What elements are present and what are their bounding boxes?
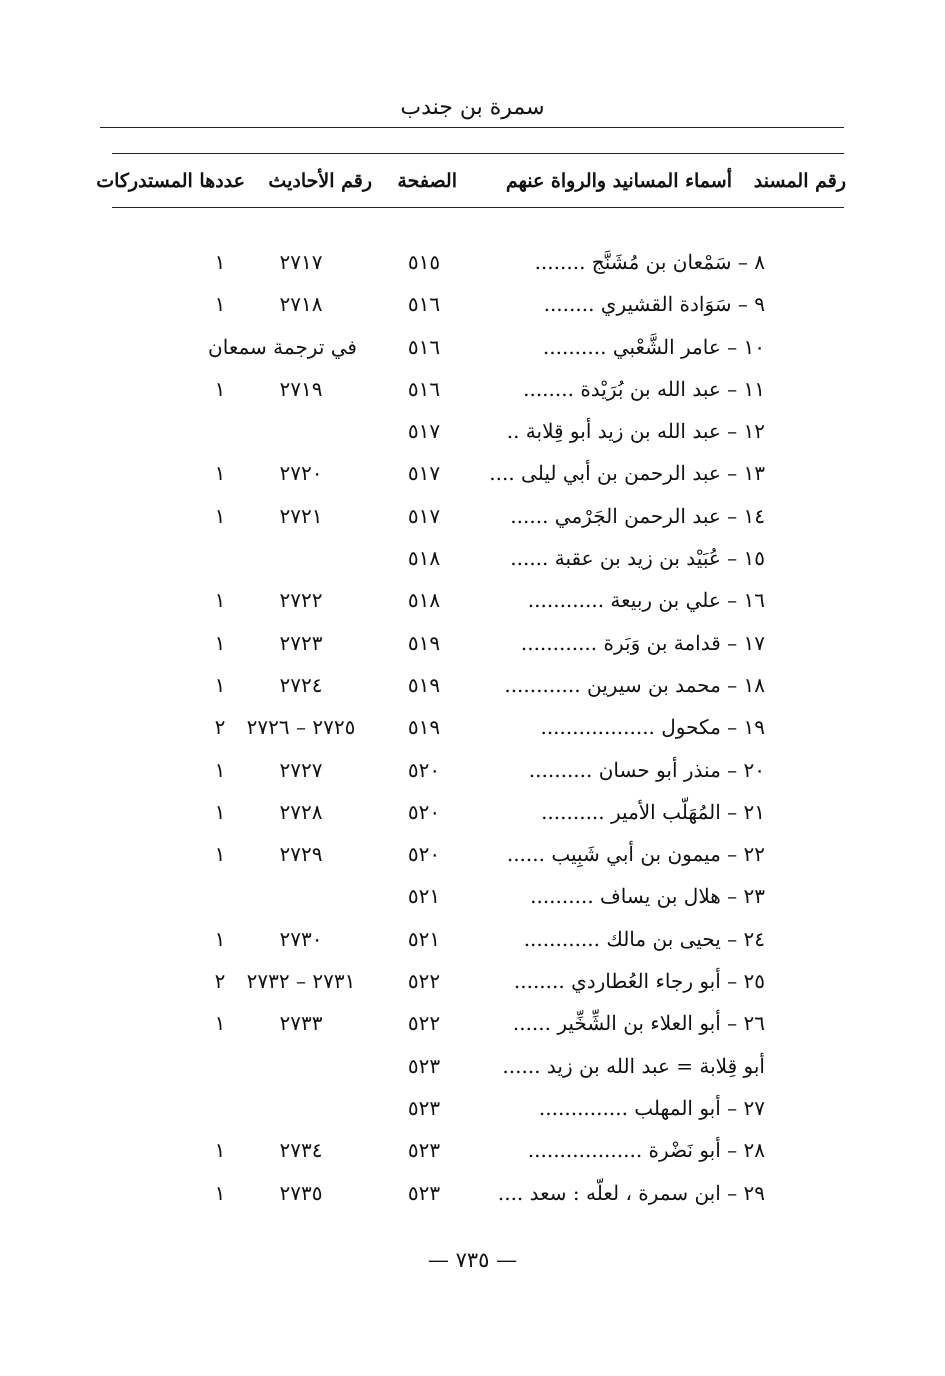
header-names: أسماء المسانيد والرواة عنهم <box>505 170 732 192</box>
row-hadith: ٢٧٢١ <box>279 503 323 528</box>
row-page: ٥٢١ <box>407 884 441 909</box>
row-count: ١ <box>214 1180 226 1205</box>
table-row <box>0 1005 945 1047</box>
row-page: ٥١٥ <box>407 250 441 274</box>
row-count: ٢ <box>214 969 226 994</box>
header-musnad-no: رقم المسند <box>753 170 846 192</box>
table-row <box>0 582 945 624</box>
row-name: ٢٠ – منذر أبو حسان .......... <box>528 757 765 782</box>
row-hadith: ٢٧١٩ <box>279 376 323 401</box>
row-count: ١ <box>214 503 226 528</box>
row-hadith: ٢٧٣٥ <box>279 1180 323 1205</box>
header-hadith-no: رقم الأحاديث <box>268 170 372 192</box>
row-hadith: ٢٧٣٠ <box>279 926 323 951</box>
row-page: ٥١٦ <box>407 334 441 359</box>
row-name: ١٢ – عبد الله بن زيد أبو قِلابة .. <box>506 419 765 444</box>
table-row <box>0 752 945 794</box>
table-row <box>0 836 945 878</box>
running-head: سمرة بن جندب <box>400 95 545 120</box>
row-name: ٢٦ – أبو العلاء بن الشِّخِّير ...... <box>512 1011 765 1036</box>
row-name: ١٧ – قدامة بن وَبَرة ............ <box>520 630 765 655</box>
page-number: — ٧٣٥ — <box>427 1248 518 1272</box>
row-page: ٥١٨ <box>407 546 441 571</box>
row-hadith: ٢٧٢٩ <box>279 842 323 867</box>
row-name: ١٠ – عامر الشَّعْبي .......... <box>542 334 765 359</box>
row-page: ٥٢٠ <box>407 842 441 867</box>
table-row <box>0 244 945 286</box>
row-name: ٨ – سَمْعان بن مُشَنَّج ........ <box>534 250 765 274</box>
header-rule <box>100 127 844 128</box>
row-count: ١ <box>214 672 226 697</box>
row-hadith: ٢٧١٨ <box>279 292 323 317</box>
table-header <box>96 166 850 202</box>
row-hadith: ٢٧٢٨ <box>279 799 323 824</box>
row-page: ٥١٦ <box>407 376 441 401</box>
row-name: ٢٨ – أبو نَضْرة .................. <box>527 1138 765 1163</box>
row-page: ٥٢٠ <box>407 799 441 824</box>
row-name: ١٤ – عبد الرحمن الجَرْمي ...... <box>510 503 765 528</box>
row-count: ١ <box>214 757 226 782</box>
row-count: ١ <box>214 630 226 655</box>
row-name: ١٥ – عُبَيْد بن زيد بن عقبة ...... <box>510 546 765 571</box>
row-count: ٢ <box>214 715 226 740</box>
table-row <box>0 709 945 751</box>
row-hadith: ٢٧٣١ – ٢٧٣٢ <box>246 969 356 994</box>
row-count: ١ <box>214 292 226 317</box>
header-count: عددها المستدركات <box>96 170 245 192</box>
row-count: ١ <box>214 926 226 951</box>
table-row <box>0 921 945 963</box>
header-page: الصفحة <box>397 170 457 192</box>
table-row <box>0 286 945 328</box>
row-name: ٢٣ – هلال بن يساف .......... <box>530 884 765 909</box>
table-row <box>0 667 945 709</box>
row-name: ١٩ – مكحول .................. <box>540 715 765 740</box>
row-name: ٢٩ – ابن سمرة ، لعلّه : سعد .... <box>497 1180 765 1205</box>
row-name: ٢٢ – ميمون بن أبي شَبِيب ...... <box>506 842 765 867</box>
row-page: ٥٢٣ <box>407 1138 441 1163</box>
table-row <box>0 963 945 1005</box>
table-row <box>0 1132 945 1174</box>
row-count: ١ <box>214 1138 226 1163</box>
row-name: ١٦ – علي بن ربيعة ............ <box>527 588 765 613</box>
table-row <box>0 1175 945 1217</box>
row-page: ٥١٧ <box>407 419 441 444</box>
table-row <box>0 371 945 413</box>
table-row <box>0 413 945 455</box>
row-name: ٢٧ – أبو المهلب .............. <box>538 1095 765 1120</box>
table-row <box>0 878 945 920</box>
table-row <box>0 329 945 371</box>
row-count: ١ <box>214 799 226 824</box>
row-page: ٥٢٢ <box>407 1011 441 1036</box>
row-name: أبو قِلابة = عبد الله بن زيد ...... <box>502 1053 765 1078</box>
row-hadith: ٢٧٢٥ – ٢٧٢٦ <box>246 715 356 740</box>
row-page: ٥١٩ <box>407 672 441 697</box>
row-name: ٢٤ – يحيى بن مالك ............ <box>523 926 765 951</box>
row-hadith: ٢٧٢٧ <box>279 757 323 782</box>
table-top-rule <box>112 153 844 154</box>
row-page: ٥٢٣ <box>407 1053 441 1078</box>
row-name: ٩ – سَوَادة القشيري ........ <box>543 292 765 317</box>
table-row <box>0 1048 945 1090</box>
row-page: ٥٢١ <box>407 926 441 951</box>
table-row <box>0 540 945 582</box>
row-count: ١ <box>214 250 226 274</box>
row-name: ٢١ – المُهَلّب الأمير .......... <box>541 799 765 824</box>
row-hadith: ٢٧٣٣ <box>279 1011 323 1036</box>
table-row <box>0 455 945 497</box>
row-name: ١١ – عبد الله بن بُرَيْدة ........ <box>523 376 765 401</box>
row-count: ١ <box>214 461 226 486</box>
table-row <box>0 625 945 667</box>
table-header-rule <box>112 207 844 208</box>
row-name: ١٨ – محمد بن سيرين ............ <box>504 672 765 697</box>
row-page: ٥٢٢ <box>407 969 441 994</box>
row-count: ١ <box>214 842 226 867</box>
row-page: ٥٢٣ <box>407 1180 441 1205</box>
row-count: ١ <box>214 588 226 613</box>
row-hadith: ٢٧٢٠ <box>279 461 323 486</box>
row-hadith: ٢٧٢٣ <box>279 630 323 655</box>
row-page: ٥٢٠ <box>407 757 441 782</box>
row-hadith: ٢٧١٧ <box>279 250 323 274</box>
row-page: ٥٢٣ <box>407 1095 441 1120</box>
table-row <box>0 498 945 540</box>
row-page: ٥١٩ <box>407 630 441 655</box>
row-page: ٥١٨ <box>407 588 441 613</box>
row-hadith: ٢٧٢٢ <box>279 588 323 613</box>
index-table <box>0 244 945 1217</box>
row-hadith: في ترجمة سمعان <box>208 334 357 359</box>
table-row <box>0 794 945 836</box>
row-page: ٥١٧ <box>407 461 441 486</box>
row-hadith: ٢٧٣٤ <box>279 1138 323 1163</box>
row-page: ٥١٩ <box>407 715 441 740</box>
row-page: ٥١٧ <box>407 503 441 528</box>
table-row <box>0 1090 945 1132</box>
row-name: ١٣ – عبد الرحمن بن أبي ليلى .... <box>489 461 765 486</box>
row-name: ٢٥ – أبو رجاء العُطاردي ........ <box>513 969 765 994</box>
row-count: ١ <box>214 376 226 401</box>
row-hadith: ٢٧٢٤ <box>279 672 323 697</box>
row-page: ٥١٦ <box>407 292 441 317</box>
row-count: ١ <box>214 1011 226 1036</box>
